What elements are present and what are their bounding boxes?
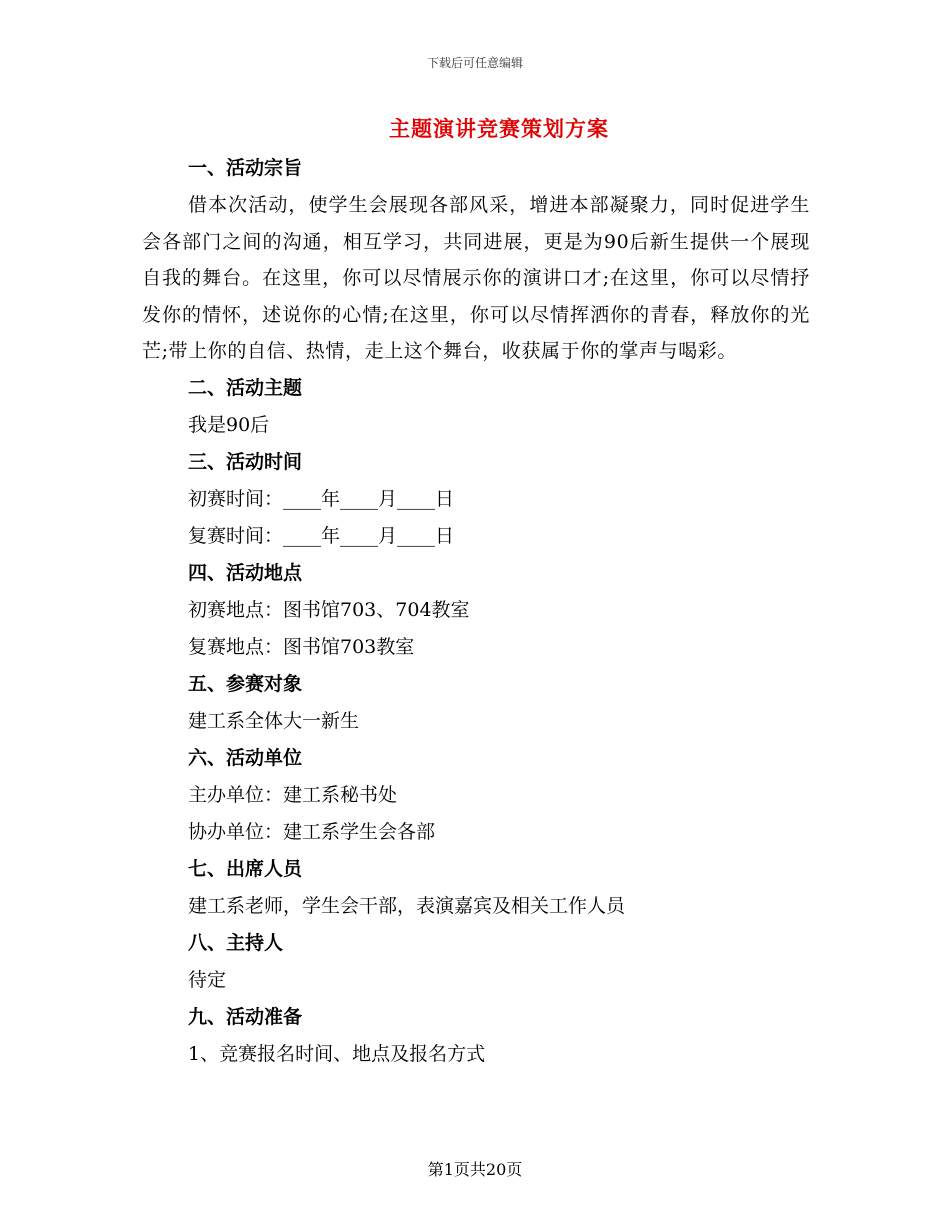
- semifinal-time: 复赛时间：____年____月____日: [188, 524, 455, 547]
- attendees-text: 建工系老师，学生会干部，表演嘉宾及相关工作人员: [188, 894, 626, 917]
- host-organizer: 主办单位：建工系秘书处: [188, 783, 398, 806]
- section-heading-participants: 五、参赛对象: [188, 672, 303, 695]
- purpose-paragraph: 借本次活动，使学生会展现各部风采，增进本部凝聚力，同时促进学生会各部门之间的沟通，相互学习，共同进展，更是为90后新生提供一个展现自我的舞台。在这里，你可以尽情展示你的演讲口才;在这里，你可以尽情抒发你的情怀，述说你的心情;在这里，你可以尽情挥洒你的青春，释放你的光芒;带上你的自信、热情，走上这个舞台，收获属于你的掌声与喝彩。: [142, 194, 810, 363]
- section-heading-purpose: 一、活动宗旨: [188, 157, 303, 179]
- section-heading-attendees: 七、出席人员: [188, 857, 303, 880]
- document-body: [142, 150, 810, 1073]
- section-heading-location: 四、活动地点: [188, 561, 303, 584]
- host-text: 待定: [188, 968, 227, 991]
- page-number-footer: 第1页共20页: [427, 1160, 523, 1179]
- participants-text: 建工系全体大一新生: [188, 709, 360, 732]
- section-heading-theme: 二、活动主题: [188, 376, 303, 399]
- preliminary-time: 初赛时间：____年____月____日: [188, 487, 455, 510]
- document-title: 主题演讲竞赛策划方案: [389, 116, 609, 141]
- section-heading-host: 八、主持人: [188, 931, 284, 954]
- theme-text: 我是90后: [188, 413, 270, 436]
- section-heading-preparation: 九、活动准备: [188, 1005, 303, 1028]
- semifinal-location: 复赛地点：图书馆703教室: [188, 635, 415, 658]
- section-heading-organizers: 六、活动单位: [188, 746, 303, 769]
- preparation-item-1: 1、竞赛报名时间、地点及报名方式: [188, 1042, 486, 1065]
- section-heading-time: 三、活动时间: [188, 450, 303, 473]
- page-header-note: 下载后可任意编辑: [426, 56, 523, 70]
- co-organizer: 协办单位：建工系学生会各部: [188, 820, 436, 843]
- preliminary-location: 初赛地点：图书馆703、704教室: [188, 598, 470, 621]
